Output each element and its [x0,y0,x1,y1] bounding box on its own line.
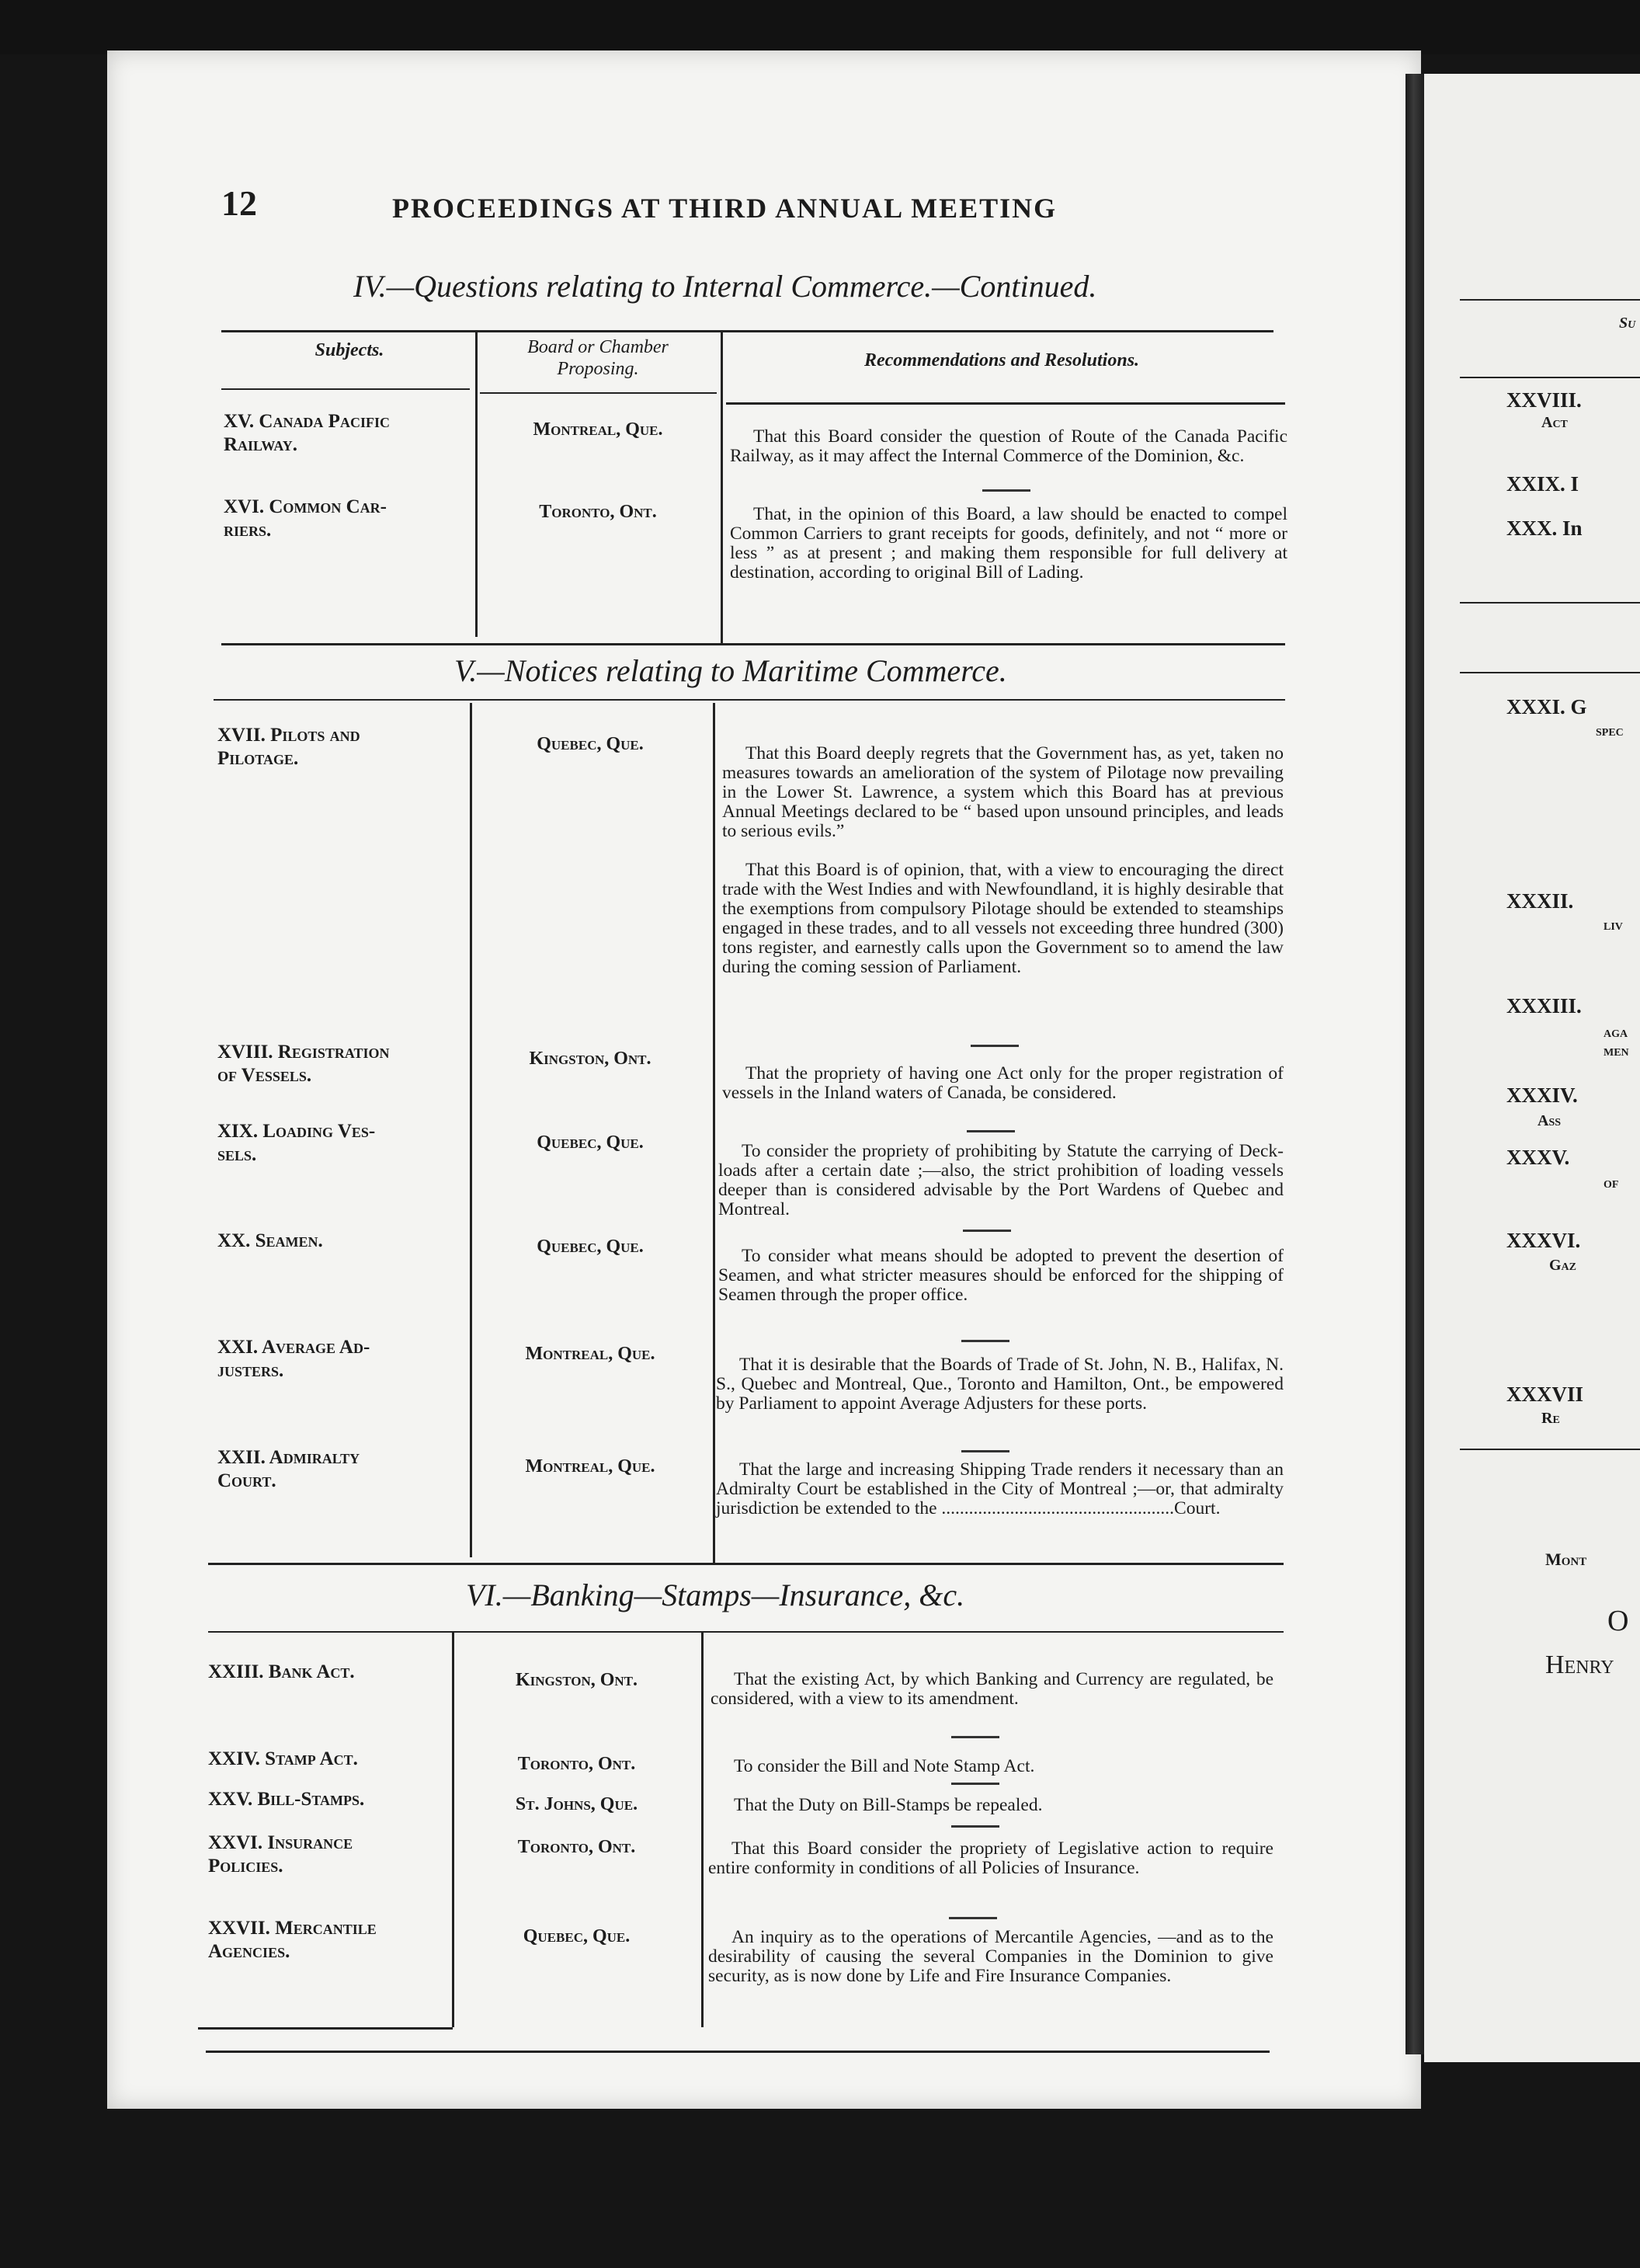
row-separator [951,1736,999,1738]
scan-border [0,0,1640,54]
subject-xxvii: XXVII. Mercantile Agencies. [208,1918,377,1962]
board-xvii: Quebec, Que. [537,734,644,754]
row-separator [967,1130,1015,1132]
row-separator [949,1917,997,1919]
facing-sub: Gaz [1549,1257,1577,1274]
column-header-recommendations: Recommendations and Resolutions. [863,350,1140,370]
column-divider [701,1631,704,2027]
facing-sub: men [1604,1042,1629,1059]
board-xxi: Montreal, Que. [525,1344,655,1364]
facing-item: XXXIII. [1506,994,1582,1017]
facing-item: XXXV. [1506,1146,1570,1169]
running-title: PROCEEDINGS AT THIRD ANNUAL MEETING [392,193,1058,224]
subject-xix: XIX. Loading Ves- sels. [217,1121,376,1165]
facing-item: XXIX. I [1506,472,1579,496]
page-header [221,183,1347,237]
section-rule [208,1563,1284,1565]
board-xix: Quebec, Que. [537,1132,644,1153]
resolution-xviii: That the propriety of having one Act only for the proper registration of vessels in the Inland waters of Canada, be considered. [722,1063,1284,1103]
resolution-xxiv: To consider the Bill and Note Stamp Act. [734,1756,1035,1776]
page-number: 12 [221,183,257,223]
facing-item: XXVIII. [1506,388,1582,412]
board-xxiv: Toronto, Ont. [517,1754,636,1774]
subject-xxi: XXI. Average Ad- justers. [217,1337,370,1381]
facing-item: XXXII. [1506,889,1574,913]
resolution-xvii-b: That this Board is of opinion, that, with a view to encouraging the direct trade with the West Indies and with Newfoundland, it is highly desirable that the exemptions from compulsory Pilotage should be extended to steamships engaged in these trades, and to all vessels not exceeding three hundred (300) tons register, and earnestly calls upon the Government so to amend the law during the coming session of Parliament. [722,860,1284,977]
row-separator [951,1783,999,1785]
header-rule-mid [480,392,717,394]
facing-sub: Act [1541,414,1568,431]
subject-xv: XV. Canada Pacific Railway. [224,411,390,455]
column-divider [721,330,723,645]
table-bottom-rule [206,2051,1270,2053]
resolution-xxii: That the large and increasing Shipping Trade renders it necessary than an Admiralty Court be established in the City of Montreal ;—or, that admiralty jurisdiction be extended to the ...................................................Court. [716,1459,1284,1518]
section-title-vi: VI.—Banking—Stamps—Insurance, &c. [466,1578,965,1612]
column-divider [713,703,715,1565]
resolution-xxvii: An inquiry as to the operations of Mercantile Agencies, —and as to the desirability of causing the several Companies in the Dominion to give security, as is now done by Life and Fire Insurance Companies. [708,1927,1273,1986]
facing-item: XXXIV. [1506,1084,1578,1107]
facing-rule [1460,602,1640,604]
facing-bottom: Mont [1545,1550,1587,1569]
board-xxii: Montreal, Que. [525,1456,655,1477]
facing-sub: aga [1604,1024,1628,1041]
facing-item: XXXVI. [1506,1229,1581,1252]
facing-bottom: Henry [1545,1651,1614,1679]
column-divider [470,703,472,1557]
section-title-iv: IV.—Questions relating to Internal Commerce.—Continued. [353,269,1097,304]
header-rule-left [221,388,470,390]
subject-xxvi: XXVI. Insurance Policies. [208,1832,353,1877]
table-bottom-rule [198,2027,453,2030]
resolution-xx: To consider what means should be adopted to prevent the desertion of Seamen, and what stricter measures should be enforced for the shipping of Seamen through the proper office. [718,1246,1284,1305]
board-xxvi: Toronto, Ont. [517,1837,636,1857]
resolution-xvi: That, in the opinion of this Board, a law should be enacted to compel Common Carriers to grant receipts for goods, definitely, and not “ more or less ” as at present ; and making them responsible for full delivery at destination, according to original Bill of Lading. [730,504,1287,583]
subject-xviii: XVIII. Registration of Vessels. [217,1042,390,1086]
row-separator [963,1230,1011,1232]
row-separator [961,1340,1009,1342]
facing-item: XXX. In [1506,517,1583,540]
resolution-xvii-a: That this Board deeply regrets that the Government has, as yet, taken no measures towards an amelioration of the system of Pilotage now prevailing in the Lower St. Lawrence, a system which this Board has at previous Annual Meetings declared to be “ based upon unsound principles, and leads to serious evils.” [722,743,1284,841]
facing-page [1424,74,1640,2062]
subject-xxiv: XXIV. Stamp Act. [208,1748,358,1769]
book-spine [1405,74,1426,2054]
facing-rule [1460,672,1640,673]
table-top-rule [221,330,1273,332]
subject-xxii: XXII. Admiralty Court. [217,1447,360,1491]
row-separator [961,1450,1009,1452]
facing-sub: Ass [1538,1112,1562,1129]
resolution-xxi: That it is desirable that the Boards of Trade of St. John, N. B., Halifax, N. S., Quebec and Montreal, Que., Toronto and Hamilton, Ont., be empowered by Parliament to appoint Average Adjusters for these ports. [716,1355,1284,1414]
column-header-board: Board or Chamber Proposing. [527,337,669,379]
section-title-v: V.—Notices relating to Maritime Commerce. [454,653,1007,688]
subject-xvi: XVI. Common Car- riers. [224,496,387,541]
facing-sub: spec [1596,722,1624,739]
resolution-xxv: That the Duty on Bill-Stamps be repealed. [734,1795,1043,1815]
board-xv: Montreal, Que. [533,419,663,440]
column-divider [452,1631,454,2027]
facing-sub: of [1604,1174,1619,1191]
facing-sub: Re [1541,1410,1560,1427]
facing-col-head: Su [1619,315,1636,332]
facing-rule [1460,1449,1640,1450]
row-separator [971,1045,1019,1047]
resolution-xv: That this Board consider the question of Route of the Canada Pacific Railway, as it may affect the Internal Commerce of the Dominion, &c. [730,426,1287,466]
subject-xxv: XXV. Bill-Stamps. [208,1789,365,1810]
column-header-subjects: Subjects. [314,340,384,360]
facing-rule [1460,377,1640,378]
facing-bottom: O [1607,1605,1629,1637]
resolution-xxvi: That this Board consider the propriety of Legislative action to require entire conformity in conditions of all Policies of Insurance. [708,1838,1273,1878]
board-xxiii: Kingston, Ont. [515,1670,638,1690]
resolution-xix: To consider the propriety of prohibiting by Statute the carrying of Deck-loads after a certain date ;—also, the strict prohibition of loading vessels deeper than is considered advisable by the Port Wardens of Quebec and Montreal. [718,1141,1284,1219]
facing-rule [1460,299,1640,301]
board-xviii: Kingston, Ont. [529,1049,651,1069]
column-divider [475,330,478,637]
board-xvi: Toronto, Ont. [539,502,657,522]
row-separator [982,489,1030,492]
board-xxvii: Quebec, Que. [523,1926,631,1946]
facing-sub: liv [1604,917,1623,934]
board-xx: Quebec, Que. [537,1237,644,1257]
section-rule [214,699,1285,701]
row-separator [951,1825,999,1828]
section-rule [221,643,1285,645]
subject-xvii: XVII. Pilots and Pilotage. [217,725,360,769]
section-rule [208,1631,1284,1633]
header-rule-right [726,402,1285,405]
subject-xx: XX. Seamen. [217,1230,323,1251]
resolution-xxiii: That the existing Act, by which Banking and Currency are regulated, be considered, with a view to its amendment. [711,1669,1273,1709]
facing-item: XXXVII [1506,1383,1584,1406]
subject-xxiii: XXIII. Bank Act. [208,1661,355,1682]
facing-item: XXXI. G [1506,695,1587,718]
board-xxv: St. Johns, Que. [515,1794,638,1814]
